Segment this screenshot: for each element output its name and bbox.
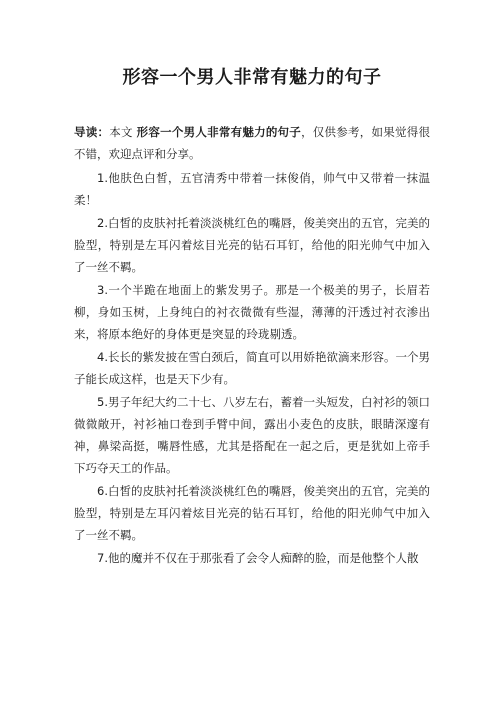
intro-post: ，仅供参考，如果觉得很不错，欢迎点评和分享。 [74,125,431,161]
intro-paragraph [74,121,430,165]
intro-lead: 导读： [74,125,110,139]
document-title: 形容一个男人非常有魅力的句子 [122,67,382,88]
body-paragraph: 1.他肤色白皙，五官清秀中带着一抹俊俏，帅气中又带着一抹温柔！ [74,171,430,207]
body-paragraph: 4.长长的紫发披在雪白颈后，简直可以用娇艳欲滴来形容。一个男子能长成这样，也是天下少有。 [74,350,430,386]
body-paragraph: 6.白皙的皮肤衬托着淡淡桃红色的嘴唇，俊美突出的五官，完美的脸型，特别是左耳闪着炫目光亮的钻石耳钉，给他的阳光帅气中加入了一丝不羁。 [74,484,430,542]
intro-title-ref: 形容一个男人非常有魅力的句子 [136,125,302,139]
body-paragraph: 7.他的魔并不仅在于那张看了会令人痴醉的脸，而是他整个人散 [97,551,419,565]
body-paragraphs [74,167,430,569]
body-paragraph: 5.男子年纪大约二十七、八岁左右，蓄着一头短发，白衬衫的领口微微敞开，衬衫袖口卷到手臂中间，露出小麦色的皮肤，眼睛深邃有神，鼻梁高挺，嘴唇性感，尤其是搭配在一起之后，更是犹如上帝手下巧夺天工的作品。 [74,395,430,475]
body-paragraph: 3.一个半跪在地面上的紫发男子。那是一个极美的男子，长眉若柳，身如玉树，上身纯白的衬衣微微有些湿，薄薄的汗透过衬衣渗出来，将原本绝好的身体更是突显的玲珑剔透。 [74,283,430,341]
body-paragraph: 2.白皙的皮肤衬托着淡淡桃红色的嘴唇，俊美突出的五官，完美的脸型，特别是左耳闪着炫目光亮的钻石耳钉，给他的阳光帅气中加入了一丝不羁。 [74,216,430,274]
intro-pre: 本文 [109,125,137,139]
